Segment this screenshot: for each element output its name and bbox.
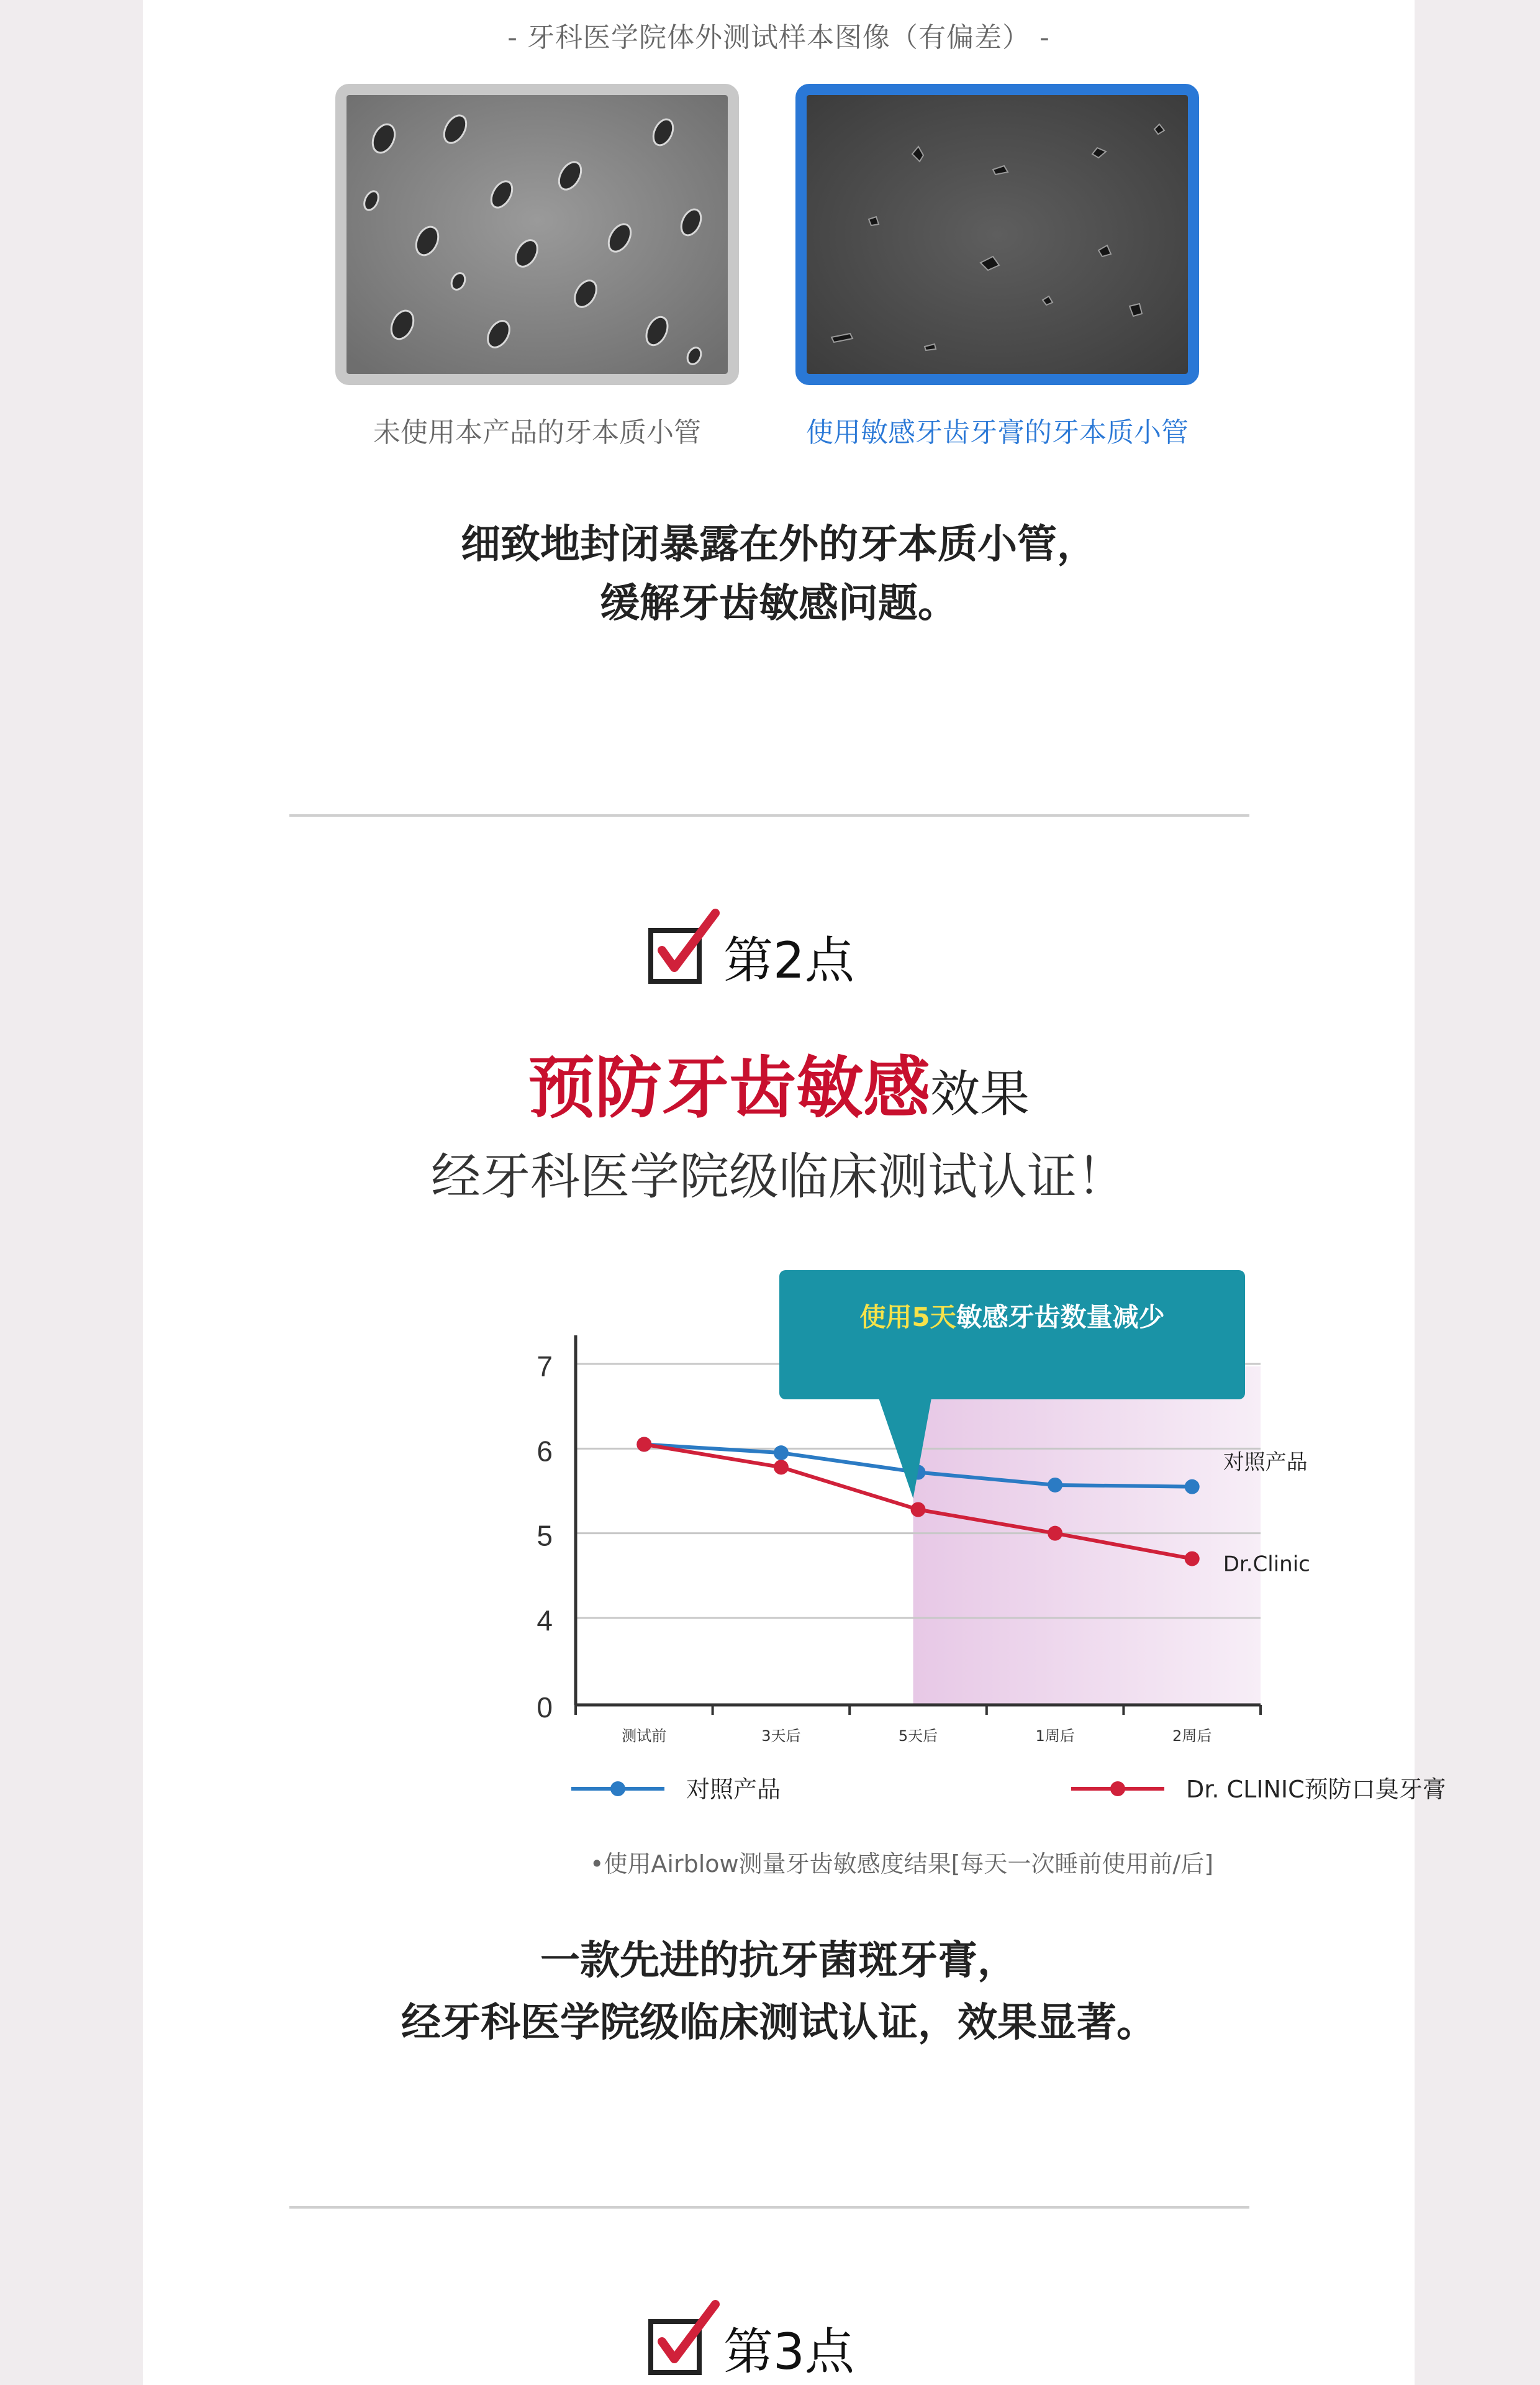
data-point [636, 1437, 651, 1452]
final-description-line2: 经牙科医学院级临床测试认证，效果显著。 [401, 2000, 1156, 2046]
dentin-description-line1: 细致地封闭暴露在外的牙本质小管， [461, 522, 1097, 568]
checkbox-check-icon [646, 2298, 720, 2379]
x-tick-label: 5天后 [898, 1727, 938, 1745]
data-point [774, 1460, 789, 1474]
legend-marker [1110, 1781, 1125, 1796]
x-tick-label: 2周后 [1172, 1727, 1212, 1745]
point2-headline [143, 1034, 1415, 1130]
section-divider [289, 814, 1249, 817]
data-point [1185, 1479, 1200, 1494]
y-tick-label: 4 [537, 1604, 553, 1637]
y-tick-label: 5 [537, 1519, 553, 1552]
headline-red: 预防牙齿敏感 [527, 1050, 930, 1127]
untreated-label: 未使用本产品的牙本质小管 [373, 417, 701, 448]
x-tick-label: 测试前 [622, 1727, 667, 1745]
point3-header [143, 2298, 1415, 2379]
data-point [1048, 1478, 1062, 1492]
data-point [1185, 1551, 1200, 1566]
final-description-line1: 一款先进的抗牙菌斑牙膏， [540, 1938, 1017, 1984]
headline-black: 效果 [930, 1065, 1030, 1123]
point3-label: 第3点 [723, 2323, 854, 2381]
chart-footnote: •使用Airblow测量牙齿敏感度结果[每天一次睡前使用前/后] [590, 1850, 1214, 1878]
data-point [1048, 1526, 1062, 1541]
sensitivity-chart [348, 1261, 1478, 1832]
callout-box [779, 1270, 1245, 1399]
data-point [911, 1502, 926, 1517]
treated-dentin-image [795, 84, 1199, 385]
checkbox-check-icon [646, 907, 720, 988]
legend-label: 对照产品 [686, 1776, 781, 1803]
y-tick-label: 6 [537, 1435, 553, 1468]
point2-header [143, 907, 1415, 988]
y-tick-label: 7 [537, 1350, 553, 1383]
sample-caption: - 牙科医学院体外测试样本图像（有偏差） - [507, 22, 1050, 53]
highlight-band [913, 1366, 1261, 1705]
y-tick-label: 0 [537, 1691, 553, 1724]
series-end-label: Dr.Clinic [1223, 1551, 1310, 1577]
treated-label: 使用敏感牙齿牙膏的牙本质小管 [806, 417, 1189, 448]
section-divider-2 [289, 2206, 1249, 2209]
x-tick-label: 1周后 [1035, 1727, 1075, 1745]
legend-label: Dr. CLINIC预防口臭牙膏 [1186, 1776, 1446, 1803]
point2-label: 第2点 [723, 932, 854, 989]
dentin-description-line2: 缓解牙齿敏感问题。 [600, 581, 958, 627]
callout-highlight: 使用5天 [859, 1302, 956, 1332]
data-point [774, 1445, 789, 1460]
untreated-dentin-image [335, 84, 739, 385]
product-detail-page [143, 0, 1446, 2385]
point2-subline: 经牙科医学院级临床测试认证！ [431, 1148, 1126, 1206]
series-end-label: 对照产品 [1223, 1450, 1308, 1475]
x-tick-label: 3天后 [761, 1727, 801, 1745]
callout-rest: 敏感牙齿数量减少 [956, 1302, 1165, 1332]
legend-marker [610, 1781, 625, 1796]
callout-text [859, 1302, 1164, 1332]
